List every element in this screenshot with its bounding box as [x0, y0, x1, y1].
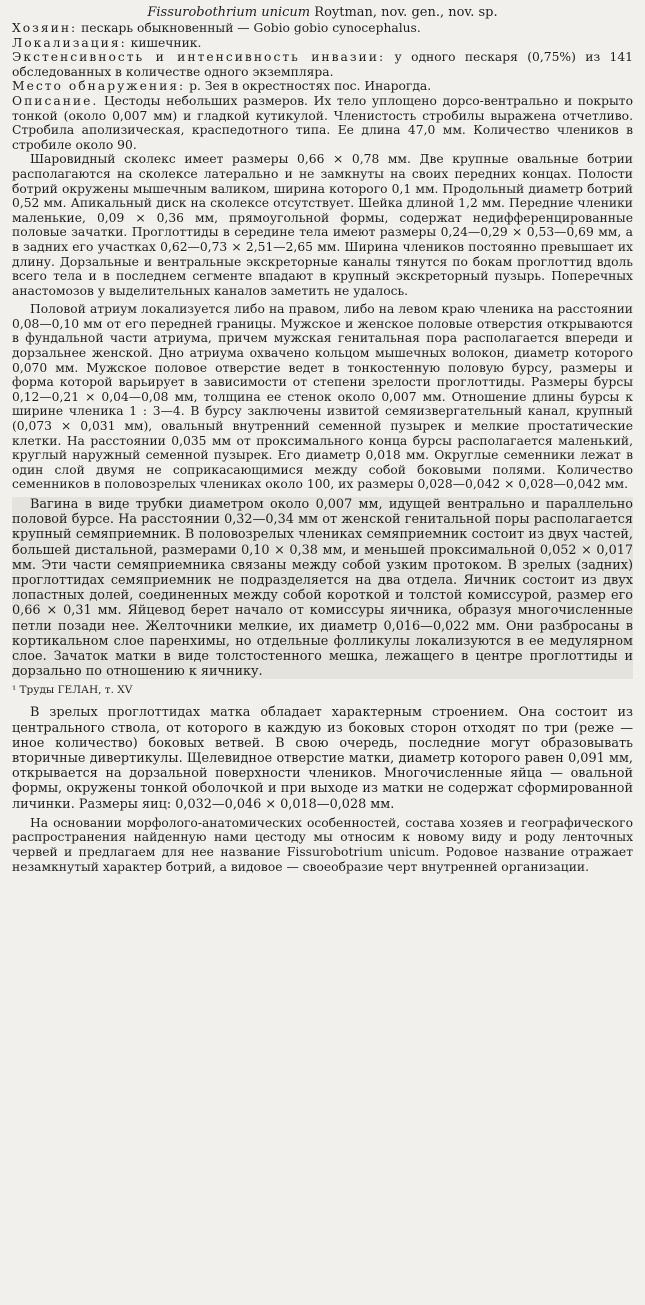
host-value: пескарь обыкновенный — Gobio gobio cynocephalus. [81, 21, 421, 35]
invasion-value: у одного пескаря (0,75%) из 141 обследованных в количестве одного экземпляра. [12, 50, 633, 79]
footnote: ¹ Труды ГЕЛАН, т. XV [12, 684, 133, 697]
place-line [12, 79, 633, 94]
description-paragraph-3: Половой атриум локализуется либо на правом, либо на левом краю членика на расстоянии 0,08—0,10 мм от его передней границы. Мужское и женское половые отверстия открываются в фундальной части атриума, причем мужская генитальная пора располагается впереди и дорзальнее женской. Дно атриума охвачено кольцом мышечных волокон, диаметр которого 0,070 мм. Мужское половое отверстие ведет в тонкостенную половую бурсу, размеры и форма которой варьирует в зависимости от степени зрелости проглоттиды. Размеры бурсы 0,12—0,21 × 0,04—0,08 мм, толщина ее стенок около 0,007 мм. Отношение длины бурсы к ширине членика 1 : 3—4. В бурсу заключены извитой семяизвергательный канал, крупный (0,073 × 0,031 мм), овальный внутренний семенной пузырек и мелкие простатические клетки. На расстоянии 0,035 мм от проксимального конца бурсы располагается маленький, круглый наружный семенной пузырек. Его диаметр 0,018 мм. Округлые семенники лежат в один слой двумя не соприкасающимися между собой боковыми полями. Количество семенников в половозрелых члениках около 100, их размеры 0,028—0,042 × 0,028—0,042 мм. [12, 302, 633, 492]
description-paragraph-5: В зрелых проглоттидах матка обладает характерным строением. Она состоит из центрального ствола, от которого в каждую из боковых сторон отходят по три (реже — иное количество) боковых ветвей. В свою очередь, последние могут образовывать вторичные дивертикулы. Щелевидное отверстие матки, диаметр которого равен 0,091 мм, открывается на дорзальной поверхности члеников. Многочисленные яйца — овальной формы, окружены тонкой оболочкой и при выходе из матки не содержат сформированной личинки. Размеры яиц: 0,032—0,046 × 0,018—0,028 мм. [12, 705, 633, 812]
place-value: р. Зея в окрестностях пос. Инарогда. [189, 79, 432, 94]
description-label: Описание. [12, 93, 99, 108]
species-authority: Roytman, nov. gen., nov. sp. [314, 5, 498, 20]
host-label: Хозяин: [12, 21, 78, 35]
description-text-1: Цестоды небольших размеров. Их тело уплощено дорсо-вентрально и покрыто тонкой (около 0,007 мм) и гладкой кутикулой. Членистость стробилы выражена отчетливо. Стробила аполизическая, краспедотного типа. Ее длина 47,0 мм. Количество члеников в стробиле около 90. [12, 93, 633, 152]
invasion-label: Экстенсивность и интенсивность инвазии: [12, 50, 386, 65]
description-paragraph-4: Вагина в виде трубки диаметром около 0,007 мм, идущей вентрально и параллельно половой бурсе. На расстоянии 0,32—0,34 мм от женской генитальной поры располагается крупный семяприемник. В половозрелых члениках семяприемник состоит из двух частей, большей дистальной, размерами 0,10 × 0,38 мм, и меньшей проксимальной 0,052 × 0,017 мм. Эти части семяприемника связаны между собой узким протоком. В зрелых (задних) проглоттидах семяприемник не подразделяется на два отдела. Яичник состоит из двух лопастных долей, соединенных между собой короткой и толстой комиссурой, размер его 0,66 × 0,31 мм. Яйцевод берет начало от комиссуры яичника, образуя многочисленные петли позади нее. Желточники мелкие, их диаметр 0,016—0,022 мм. Они разбросаны в кортикальном слое паренхимы, но отдельные фолликулы локализуются в ее медулярном слое. Зачаток матки в виде толстостенного мешка, лежащего в центре проглоттиды и дорзально по отношению к яичнику. [12, 497, 633, 680]
description-paragraph-6: На основании морфолого-анатомических особенностей, состава хозяев и географического распространения найденную нами цестоду мы относим к новому виду и роду ленточных червей и предлагаем для нее название Fissurobotrium unicum. Родовое название отражает незамкнутый характер ботрий, а видовое — своеобразие черт внутренней организации. [12, 815, 633, 874]
species-latin-name: Fissurobothrium unicum [147, 5, 311, 20]
localization-line [12, 36, 633, 51]
species-heading [12, 5, 633, 21]
place-label: Место обнаружения: [12, 79, 186, 94]
localization-label: Локализация: [12, 35, 127, 50]
description-paragraph-1 [12, 94, 633, 152]
description-paragraph-2: Шаровидный сколекс имеет размеры 0,66 × 0,78 мм. Две крупные овальные ботрии располагаются на сколексе латерально и не замкнуты на своих передних концах. Полости ботрий окружены мышечным валиком, ширина которого 0,1 мм. Продольный диаметр ботрий 0,52 мм. Апикальный диск на сколексе отсутствует. Шейка длиной 1,2 мм. Передние членики маленькие, 0,09 × 0,36 мм, прямоугольной формы, содержат недифференцированные половые зачатки. Проглоттиды в середине тела имеют размеры 0,24—0,29 × 0,53—0,69 мм, а в задних его участках 0,62—0,73 × 2,51—2,65 мм. Ширина члеников постоянно превышает их длину. Дорзальные и вентральные экскреторные каналы тянутся по бокам проглоттид вдоль всего тела и в последнем сегменте впадают в крупный экскреторный пузырь. Поперечных анастомозов у выделительных каналов заметить не удалось. [12, 152, 633, 298]
invasion-line [12, 50, 633, 79]
localization-value: кишечник. [130, 35, 202, 50]
host-line [12, 21, 633, 36]
